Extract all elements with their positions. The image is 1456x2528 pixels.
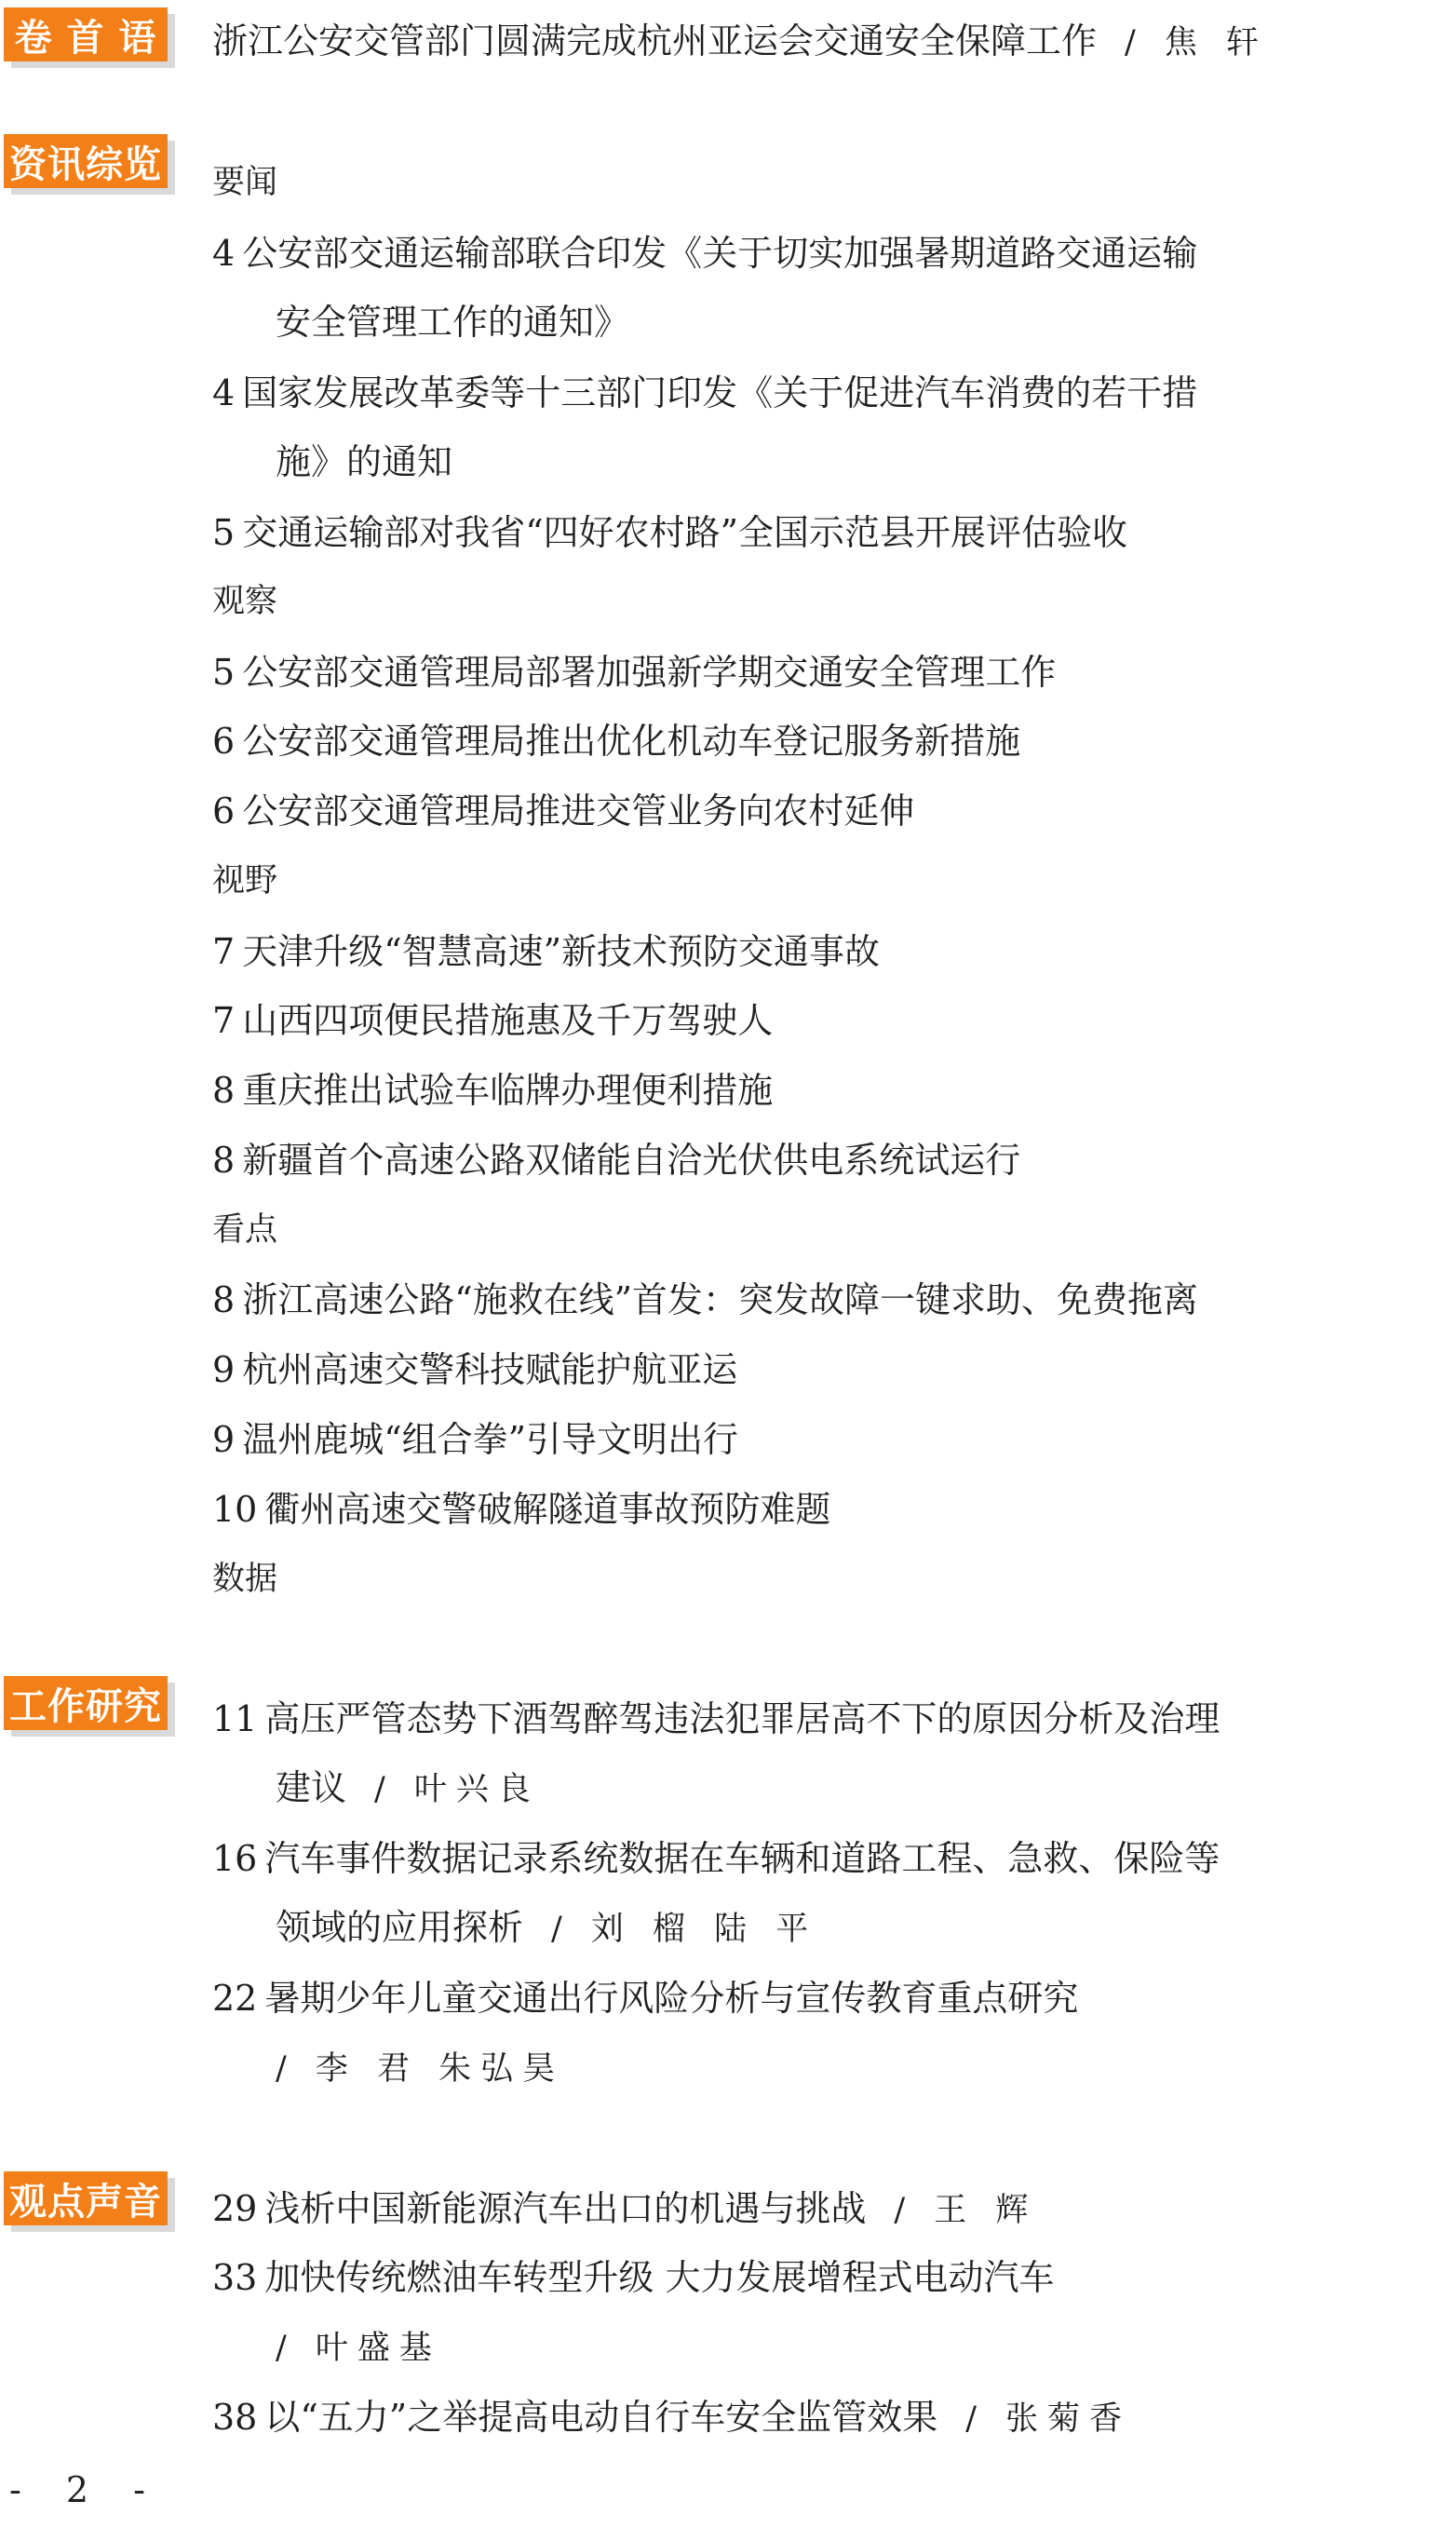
toc-entry-preface[interactable] — [212, 15, 1268, 69]
page-ref: 11 — [212, 1698, 258, 1739]
entry-title: 浙江高速公路“施救在线”首发：突发故障一键求助、免费拖离 — [242, 1279, 1199, 1320]
page-ref: 6 — [212, 791, 236, 831]
toc-entry[interactable] — [212, 646, 1056, 698]
entry-title: 公安部交通管理局推出优化机动车登记服务新措施 — [242, 721, 1021, 762]
page-ref: 10 — [212, 1489, 258, 1530]
page-ref: 8 — [212, 1279, 236, 1320]
entry-author: / 王 辉 — [894, 2192, 1038, 2229]
toc-entry[interactable] — [212, 2183, 1037, 2237]
entry-title: 浅析中国新能源汽车出口的机遇与挑战 — [264, 2188, 867, 2229]
entry-title-continued: 建议 — [276, 1767, 347, 1808]
subheading-highlights: 看点 — [212, 1211, 278, 1249]
toc-entry-continuation — [276, 2041, 564, 2095]
toc-entry[interactable] — [212, 1064, 773, 1116]
page-ref: 4 — [212, 372, 236, 413]
page-ref: 6 — [212, 721, 236, 762]
page-number: - 2 - — [9, 2469, 163, 2510]
page-ref: 16 — [212, 1838, 258, 1879]
toc-entry[interactable] — [212, 1274, 1198, 1326]
subheading-headlines: 要闻 — [212, 164, 278, 201]
entry-title: 交通运输部对我省“四好农村路”全国示范县开展评估验收 — [242, 512, 1128, 553]
toc-entry[interactable] — [212, 1832, 1220, 1885]
toc-entry[interactable] — [212, 1483, 830, 1535]
section-tag-opinion: 观点声音 — [4, 2171, 168, 2225]
entry-author: / 叶兴良 — [374, 1771, 540, 1808]
toc-entry[interactable] — [212, 1134, 1020, 1186]
page-ref: 4 — [212, 233, 236, 274]
page-ref: 8 — [212, 1070, 236, 1111]
entry-title: 公安部交通管理局部署加强新学期交通安全管理工作 — [242, 652, 1057, 693]
toc-entry-continuation — [276, 1762, 540, 1816]
page-ref: 5 — [212, 512, 236, 553]
section-tag-research: 工作研究 — [4, 1676, 168, 1730]
toc-entry[interactable] — [212, 715, 1020, 767]
entry-title: 新疆首个高速公路双储能自洽光伏供电系统试运行 — [242, 1140, 1021, 1181]
page-ref: 5 — [212, 652, 236, 693]
subheading-vision: 视野 — [212, 862, 278, 899]
page-ref: 38 — [212, 2397, 258, 2438]
toc-entry[interactable] — [212, 2391, 1131, 2445]
toc-entry[interactable] — [212, 994, 773, 1047]
entry-author: / 李 君 朱弘昊 — [276, 2050, 565, 2088]
entry-title: 杭州高速交警科技赋能护航亚运 — [242, 1349, 738, 1390]
page-ref: 22 — [212, 1978, 258, 2019]
entry-title: 山西四项便民措施惠及千万驾驶人 — [242, 1000, 774, 1041]
toc-entry[interactable] — [212, 367, 1197, 419]
entry-title: 以“五力”之举提高电动自行车安全监管效果 — [264, 2397, 938, 2438]
page-ref: 9 — [212, 1349, 236, 1390]
toc-entry[interactable] — [212, 1413, 738, 1466]
entry-author: / 焦 轩 — [1125, 24, 1269, 61]
toc-entry[interactable] — [212, 926, 880, 978]
entry-title: 汽车事件数据记录系统数据在车辆和道路工程、急救、保险等 — [264, 1838, 1220, 1879]
section-tag-preface: 卷 首 语 — [4, 7, 168, 61]
page-ref: 33 — [212, 2257, 258, 2298]
toc-entry[interactable] — [212, 2251, 1054, 2304]
section-tag-news: 资讯综览 — [4, 134, 168, 188]
toc-entry[interactable] — [212, 1344, 737, 1396]
toc-entry-continuation: 施》的通知 — [276, 441, 453, 482]
toc-entry[interactable] — [212, 1693, 1220, 1745]
toc-entry[interactable] — [212, 507, 1127, 559]
entry-title: 公安部交通运输部联合印发《关于切实加强暑期道路交通运输 — [242, 233, 1198, 274]
entry-author: / 叶盛基 — [276, 2330, 441, 2367]
toc-entry-continuation: 安全管理工作的通知》 — [276, 302, 630, 343]
toc-entry[interactable] — [212, 1972, 1078, 2024]
toc-entry-continuation — [276, 1901, 817, 1955]
entry-title: 天津升级“智慧高速”新技术预防交通事故 — [242, 931, 881, 972]
entry-title: 暑期少年儿童交通出行风险分析与宣传教育重点研究 — [264, 1978, 1079, 2019]
entry-title: 公安部交通管理局推进交管业务向农村延伸 — [242, 791, 915, 831]
entry-author: / 张菊香 — [965, 2400, 1132, 2438]
page-ref: 7 — [212, 931, 236, 972]
entry-title: 加快传统燃油车转型升级 大力发展增程式电动汽车 — [264, 2257, 1055, 2298]
page-ref: 9 — [212, 1419, 236, 1460]
entry-title: 衢州高速交警破解隧道事故预防难题 — [264, 1489, 831, 1530]
entry-author: / 刘 榴 陆 平 — [551, 1911, 818, 1948]
toc-entry-continuation — [276, 2320, 441, 2374]
page-ref: 7 — [212, 1000, 236, 1041]
entry-title-continued: 领域的应用探析 — [276, 1907, 524, 1948]
page-ref: 29 — [212, 2188, 258, 2229]
toc-entry[interactable] — [212, 227, 1197, 279]
entry-title: 浙江公安交管部门圆满完成杭州亚运会交通安全保障工作 — [212, 20, 1098, 61]
entry-title: 国家发展改革委等十三部门印发《关于促进汽车消费的若干措 — [242, 372, 1198, 413]
entry-title: 高压严管态势下酒驾醉驾违法犯罪居高不下的原因分析及治理 — [264, 1698, 1220, 1739]
entry-title: 重庆推出试验车临牌办理便利措施 — [242, 1070, 774, 1111]
entry-title: 温州鹿城“组合拳”引导文明出行 — [242, 1419, 739, 1460]
subheading-observation: 观察 — [212, 583, 278, 620]
toc-entry[interactable] — [212, 785, 914, 837]
subheading-data: 数据 — [212, 1561, 278, 1598]
page-ref: 8 — [212, 1140, 236, 1181]
